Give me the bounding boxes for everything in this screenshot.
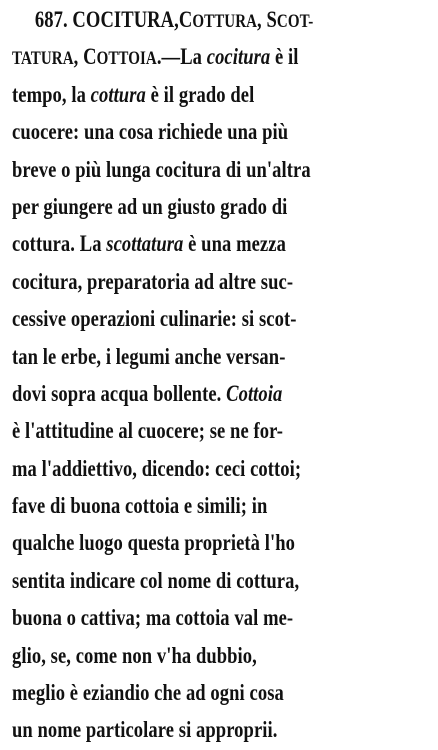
text-run: glio, se, come non v'ha dubbio,	[12, 642, 257, 669]
text-line	[12, 114, 337, 151]
text-run: ,C	[174, 7, 193, 33]
entry-heading-line	[12, 2, 337, 39]
text-run: COCITURA	[72, 7, 175, 33]
dictionary-entry-687	[12, 2, 424, 750]
text-run: fave di buona cottoia e simili; in	[12, 493, 268, 520]
text-run: cottura. La	[12, 231, 107, 258]
text-run: buona o cattiva; ma cottoia val me-	[12, 605, 294, 632]
italic-term: cocitura	[206, 44, 271, 71]
text-line	[12, 226, 337, 263]
small-caps-text: OTTOIA	[96, 48, 157, 70]
text-run: è il grado del	[145, 81, 255, 108]
text-run: , S	[257, 7, 277, 33]
text-run: tan le erbe, i legumi anche versan-	[12, 343, 286, 370]
text-line	[12, 376, 337, 413]
text-line	[12, 264, 337, 301]
text-run: ma l'addiettivo, dicendo: ceci cottoi;	[12, 455, 302, 482]
text-run: cuocere: una cosa richiede una più	[12, 119, 289, 146]
text-line	[12, 600, 337, 637]
text-run: tempo, la	[12, 81, 91, 108]
text-line	[12, 77, 337, 114]
text-run: .—La	[156, 44, 207, 71]
text-line	[12, 189, 337, 226]
small-caps-text: TATURA	[12, 48, 74, 70]
text-line	[12, 525, 337, 562]
text-line	[12, 451, 337, 488]
text-run: dovi sopra acqua bollente.	[12, 380, 227, 407]
text-line	[12, 152, 337, 189]
text-run: un nome particolare si approprii.	[12, 717, 278, 744]
text-run: è l'attitudine al cuocere; se ne for-	[12, 418, 284, 445]
text-run: breve o più lunga cocitura di un'altra	[12, 156, 311, 183]
italic-term: cottura	[90, 81, 146, 108]
text-line	[12, 638, 337, 675]
text-run: qualche luogo questa proprietà l'ho	[12, 530, 296, 557]
text-run: 687.	[34, 7, 73, 33]
italic-term: Cottoia	[226, 380, 283, 407]
text-run: è il	[270, 44, 299, 71]
text-run: , C	[73, 44, 97, 71]
text-run: meglio è eziandio che ad ogni cosa	[12, 680, 284, 707]
text-run: cocitura, preparatoria ad altre suc-	[12, 268, 294, 295]
text-line	[12, 488, 337, 525]
text-line	[12, 712, 337, 749]
small-caps-text: COT-	[276, 11, 314, 32]
text-line	[12, 675, 337, 712]
text-line	[12, 339, 337, 376]
text-line	[12, 413, 337, 450]
text-line	[12, 301, 337, 338]
text-run: cessive operazioni culinarie: si scot-	[12, 306, 297, 333]
text-line	[12, 563, 337, 600]
italic-term: scottatura	[106, 231, 184, 258]
text-run: per giungere ad un giusto grado di	[12, 193, 288, 220]
text-run: è una mezza	[183, 231, 286, 258]
small-caps-text: OTTURA	[192, 11, 258, 32]
text-line	[12, 39, 337, 76]
text-run: sentita indicare col nome di cottura,	[12, 567, 300, 594]
